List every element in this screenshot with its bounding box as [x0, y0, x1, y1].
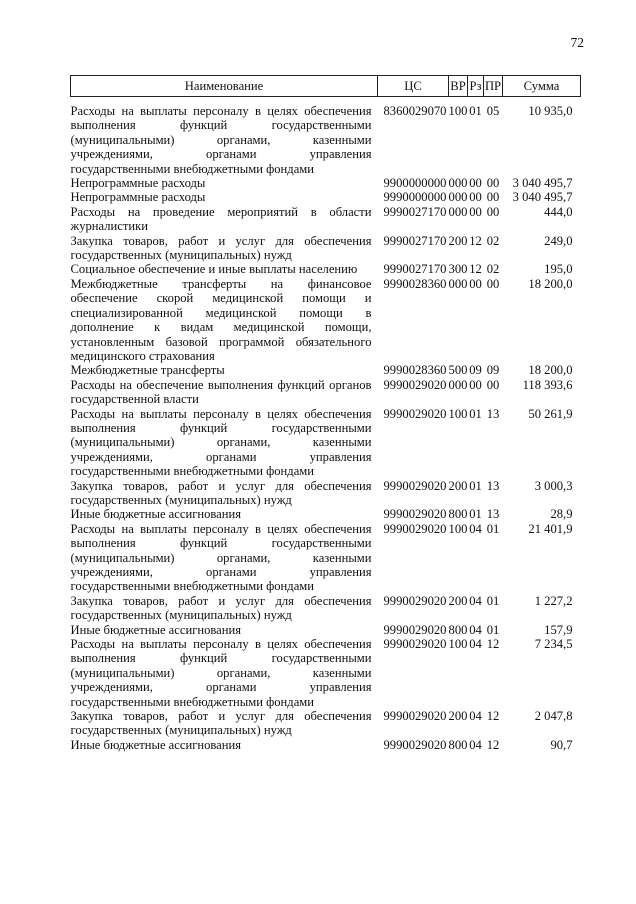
cell-vr: 100	[448, 637, 468, 652]
table-row	[71, 623, 581, 637]
cell-sum: 18 200,0	[528, 363, 573, 378]
cell-cs: 9990029020	[383, 507, 447, 522]
cell-rz: 01	[469, 507, 482, 522]
cell-cs: 9990029020	[383, 478, 447, 493]
cell-cs: 9990029020	[383, 593, 447, 608]
cell-cs: 9990029020	[383, 521, 447, 536]
cell-name: Непрограммные расходы	[70, 176, 206, 191]
table-row	[71, 97, 581, 177]
cell-sum: 21 401,9	[528, 521, 573, 536]
cell-cs: 9990029020	[383, 622, 447, 637]
cell-vr: 800	[448, 737, 468, 752]
cell-pr: 00	[486, 176, 500, 191]
cell-cs: 9990029020	[383, 637, 447, 652]
header-rz: Рз	[468, 76, 484, 97]
cell-rz: 09	[469, 363, 482, 378]
cell-pr: 01	[486, 521, 500, 536]
table-header	[71, 76, 581, 97]
cell-rz: 00	[469, 377, 482, 392]
cell-cs: 9990027170	[383, 262, 447, 277]
cell-name: Расходы на обеспечение выполнения функций органов государственной власти	[70, 377, 372, 407]
table-row	[71, 378, 581, 407]
cell-sum: 195,0	[544, 262, 573, 277]
table-row	[71, 234, 581, 263]
table-row	[71, 507, 581, 521]
cell-pr: 12	[486, 709, 500, 724]
cell-vr: 000	[448, 190, 468, 205]
cell-vr: 500	[448, 363, 468, 378]
cell-sum: 28,9	[550, 507, 573, 522]
cell-rz: 01	[469, 104, 482, 118]
cell-pr: 00	[486, 204, 500, 219]
cell-vr: 000	[448, 204, 468, 219]
cell-rz: 00	[469, 276, 482, 291]
cell-name: Социальное обеспечение и иные выплаты населению	[70, 262, 358, 277]
cell-cs: 9990000000	[383, 190, 447, 205]
table-row	[71, 205, 581, 234]
cell-name: Расходы на выплаты персоналу в целях обеспечения выполнения функций государственными (муниципальными) органами, казенными учреждениями, органами управления государственными внебюджетными фондами	[70, 521, 372, 594]
cell-name: Закупка товаров, работ и услуг для обеспечения государственных (муниципальных) нужд	[70, 478, 372, 507]
cell-rz: 04	[469, 593, 482, 608]
table-row	[71, 363, 581, 377]
cell-name: Межбюджетные трансферты	[70, 363, 225, 378]
cell-pr: 01	[486, 593, 500, 608]
cell-name: Иные бюджетные ассигнования	[70, 622, 242, 637]
cell-name: Иные бюджетные ассигнования	[70, 737, 242, 752]
cell-name: Закупка товаров, работ и услуг для обеспечения государственных (муниципальных) нужд	[70, 233, 372, 263]
cell-pr: 01	[486, 622, 500, 637]
cell-sum: 3 040 495,7	[512, 176, 573, 191]
cell-pr: 02	[486, 262, 500, 277]
cell-vr: 200	[448, 593, 468, 608]
cell-rz: 00	[469, 190, 482, 205]
cell-name: Расходы на проведение мероприятий в области журналистики	[70, 204, 372, 234]
cell-cs: 9990027170	[383, 233, 447, 248]
cell-rz: 01	[469, 406, 482, 421]
cell-pr: 05	[486, 104, 500, 118]
cell-sum: 7 234,5	[534, 637, 573, 652]
cell-cs: 9990029020	[383, 737, 447, 752]
cell-rz: 04	[469, 709, 482, 724]
cell-rz: 12	[469, 233, 482, 248]
cell-sum: 3 040 495,7	[512, 190, 573, 205]
cell-vr: 800	[448, 622, 468, 637]
cell-cs: 9990029020	[383, 406, 447, 421]
cell-name: Иные бюджетные ассигнования	[70, 507, 242, 522]
cell-pr: 00	[486, 190, 500, 205]
cell-sum: 18 200,0	[528, 276, 573, 291]
cell-pr: 13	[486, 507, 500, 522]
cell-name: Расходы на выплаты персоналу в целях обеспечения выполнения функций государственными (муниципальными) органами, казенными учреждениями, органами управления государственными внебюджетными фондами	[70, 104, 372, 176]
cell-pr: 12	[486, 737, 500, 752]
table-body	[71, 97, 581, 753]
cell-vr: 100	[448, 104, 468, 118]
cell-sum: 1 227,2	[534, 593, 573, 608]
cell-pr: 09	[486, 363, 500, 378]
cell-cs: 9900000000	[383, 176, 447, 191]
cell-pr: 13	[486, 406, 500, 421]
page-number: 72	[570, 35, 584, 50]
cell-rz: 00	[469, 204, 482, 219]
budget-table-container	[70, 75, 580, 752]
header-vr: ВР	[449, 76, 468, 97]
cell-sum: 90,7	[550, 737, 573, 752]
table-row	[71, 277, 581, 363]
header-cs: ЦС	[378, 76, 449, 97]
cell-name: Межбюджетные трансферты на финансовое обеспечение скорой медицинской помощи и специализированной медицинской помощи в дополнение к видам медицинской помощи, установленным базовой программой обязательного медицинского страхования	[70, 276, 372, 363]
cell-rz: 04	[469, 521, 482, 536]
cell-name: Непрограммные расходы	[70, 190, 206, 205]
table-row	[71, 262, 581, 276]
cell-vr: 100	[448, 521, 468, 536]
cell-cs: 9990029020	[383, 377, 447, 392]
cell-cs: 9990028360	[383, 276, 447, 291]
cell-pr: 12	[486, 637, 500, 652]
cell-sum: 2 047,8	[534, 709, 573, 724]
cell-name: Закупка товаров, работ и услуг для обеспечения государственных (муниципальных) нужд	[70, 709, 372, 738]
cell-rz: 12	[469, 262, 482, 277]
cell-cs: 9990027170	[383, 204, 447, 219]
cell-pr: 00	[486, 276, 500, 291]
cell-sum: 444,0	[544, 204, 573, 219]
budget-table	[70, 75, 581, 752]
cell-rz: 01	[469, 478, 482, 493]
cell-vr: 300	[448, 262, 468, 277]
cell-name: Расходы на выплаты персоналу в целях обеспечения выполнения функций государственными (муниципальными) органами, казенными учреждениями, органами управления государственными внебюджетными фондами	[70, 406, 372, 479]
table-row	[71, 738, 581, 752]
cell-sum: 10 935,0	[528, 104, 573, 118]
table-row	[71, 176, 581, 190]
header-sum: Сумма	[503, 76, 581, 97]
cell-name: Закупка товаров, работ и услуг для обеспечения государственных (муниципальных) нужд	[70, 593, 372, 623]
cell-rz: 04	[469, 637, 482, 652]
cell-vr: 200	[448, 233, 468, 248]
header-name: Наименование	[71, 76, 378, 97]
table-row	[71, 479, 581, 508]
table-row	[71, 190, 581, 204]
cell-vr: 000	[448, 377, 468, 392]
cell-sum: 157,9	[544, 622, 573, 637]
cell-sum: 118 393,6	[522, 377, 573, 392]
cell-cs: 9990028360	[383, 363, 447, 378]
cell-sum: 249,0	[544, 233, 573, 248]
cell-pr: 02	[486, 233, 500, 248]
cell-vr: 000	[448, 176, 468, 191]
cell-vr: 100	[448, 406, 468, 421]
table-row	[71, 522, 581, 594]
table-row	[71, 594, 581, 623]
cell-cs: 8360029070	[383, 104, 447, 118]
cell-vr: 200	[448, 709, 468, 724]
cell-pr: 00	[486, 377, 500, 392]
cell-name: Расходы на выплаты персоналу в целях обеспечения выполнения функций государственными (муниципальными) органами, казенными учреждениями, органами управления государственными внебюджетными фондами	[70, 637, 372, 709]
cell-pr: 13	[486, 478, 500, 493]
cell-vr: 200	[448, 478, 468, 493]
cell-cs: 9990029020	[383, 709, 447, 724]
cell-rz: 00	[469, 176, 482, 191]
table-row	[71, 637, 581, 709]
header-pr: ПР	[484, 76, 503, 97]
cell-rz: 04	[469, 622, 482, 637]
cell-vr: 000	[448, 276, 468, 291]
cell-sum: 3 000,3	[534, 478, 573, 493]
cell-sum: 50 261,9	[528, 406, 573, 421]
table-row	[71, 407, 581, 479]
cell-vr: 800	[448, 507, 468, 522]
cell-rz: 04	[469, 737, 482, 752]
table-row	[71, 709, 581, 738]
